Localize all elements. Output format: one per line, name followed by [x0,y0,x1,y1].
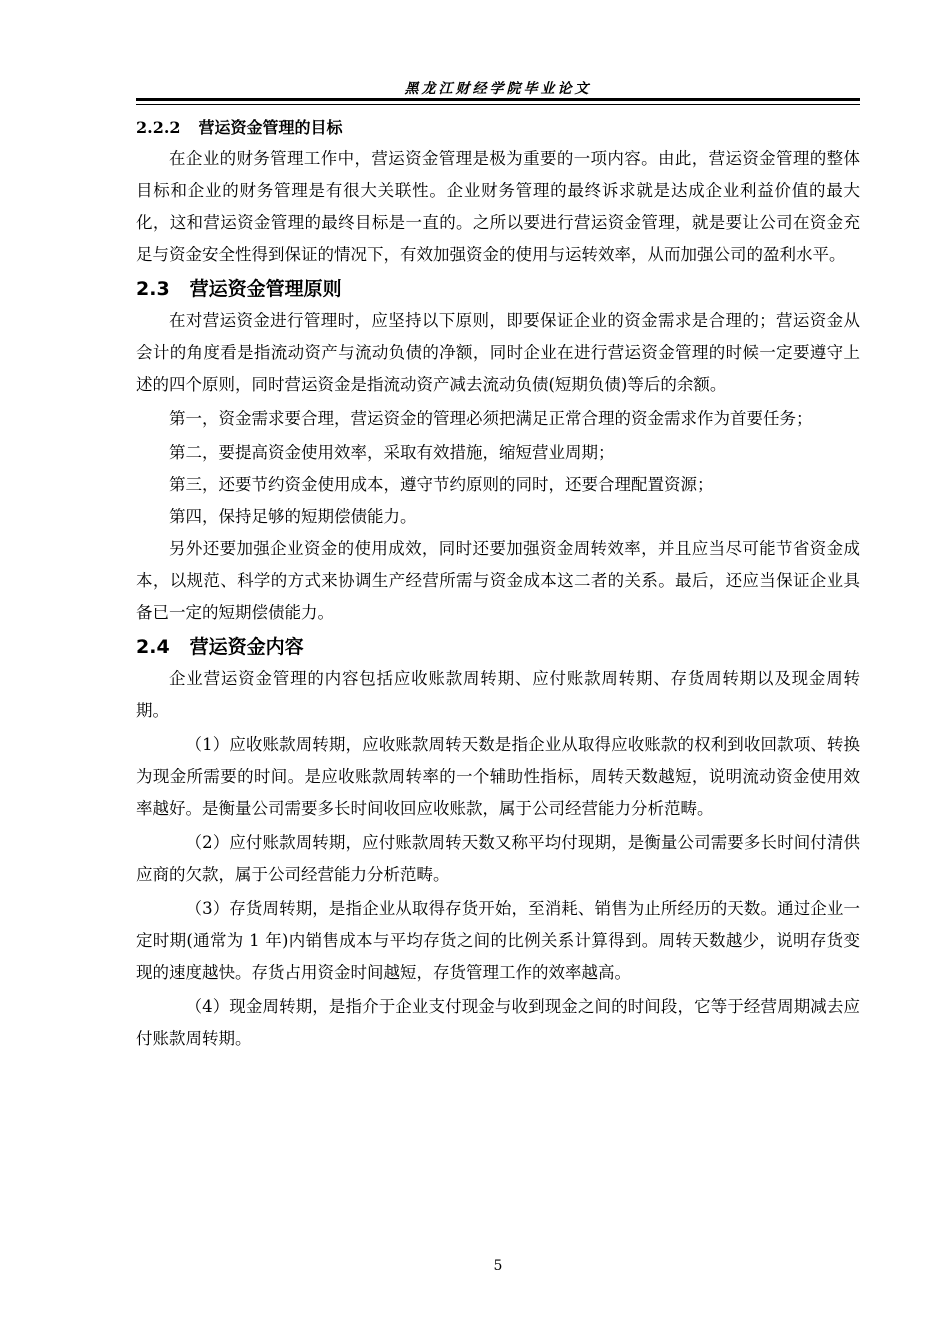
section-number: 2.2.2 [136,118,181,137]
running-header: 黑龙江财经学院毕业论文 [404,81,592,97]
paragraph: 企业营运资金管理的内容包括应收账款周转期、应付账款周转期、存货周转期以及现金周转期。 [136,669,860,720]
list-item: （4）现金周转期，是指介于企业支付现金与收到现金之间的时间段，它等于经营周期减去应付账款周转期。 [136,997,860,1048]
list-item: （1）应收账款周转期，应收账款周转天数是指企业从取得应收账款的权利到收回款项、转换为现金所需要的时间。是应收账款周转率的一个辅助性指标，周转天数越短，说明流动资金使用效率越好。是衡量公司需要多长时间收回应收账款，属于公司经营能力分析范畴。 [136,735,860,818]
paragraph: 在企业的财务管理工作中，营运资金管理是极为重要的一项内容。由此，营运资金管理的整体目标和企业的财务管理是有很大关联性。企业财务管理的最终诉求就是达成企业利益价值的最大化，这和营运资金管理的最终目标是一直的。之所以要进行营运资金管理，就是要让公司在资金充足与资金安全性得到保证的情况下，有效加强资金的使用与运转效率，从而加强公司的盈利水平。 [136,149,860,264]
list-item: （3）存货周转期，是指企业从取得存货开始，至消耗、销售为止所经历的天数。通过企业一定时期(通常为 1 年)内销售成本与平均存货之间的比例关系计算得到。周转天数越少，说明存货变现的速度越快。存货占用资金时间越短，存货管理工作的效率越高。 [136,899,860,982]
section-heading-2-3 [136,273,860,305]
paragraph: 另外还要加强企业资金的使用成效，同时还要加强资金周转效率，并且应当尽可能节省资金成本，以规范、科学的方式来协调生产经营所需与资金成本这二者的关系。最后，还应当保证企业具备已一定的短期偿债能力。 [136,539,860,622]
section-heading-2-4 [136,631,860,663]
section-title: 营运资金管理的目标 [198,118,343,137]
paragraph: 第一，资金需求要合理，营运资金的管理必须把满足正常合理的资金需求作为首要任务； [169,409,813,428]
section-title: 营运资金管理原则 [189,278,342,300]
header-rule-thin [136,104,860,105]
paragraph: 第三，还要节约资金使用成本，遵守节约原则的同时，还要合理配置资源； [169,475,714,494]
body-content [136,113,860,1055]
section-number: 2.3 [136,278,170,300]
section-heading-2-2-2 [136,113,860,143]
paragraph: 第四，保持足够的短期偿债能力。 [169,507,417,526]
paragraph: 第二，要提高资金使用效率，采取有效措施，缩短营业周期； [169,443,615,462]
section-number: 2.4 [136,636,170,658]
header-rule-thick [136,98,860,101]
list-item: （2）应付账款周转期，应付账款周转天数又称平均付现期，是衡量公司需要多长时间付清供应商的欠款，属于公司经营能力分析范畴。 [136,833,860,884]
paragraph: 在对营运资金进行管理时，应坚持以下原则，即要保证企业的资金需求是合理的；营运资金从会计的角度看是指流动资产与流动负债的净额，同时企业在进行营运资金管理的时候一定要遵守上述的四个原则，同时营运资金是指流动资产减去流动负债(短期负债)等后的余额。 [136,311,860,394]
section-title: 营运资金内容 [189,636,304,658]
page-number: 5 [493,1258,503,1274]
